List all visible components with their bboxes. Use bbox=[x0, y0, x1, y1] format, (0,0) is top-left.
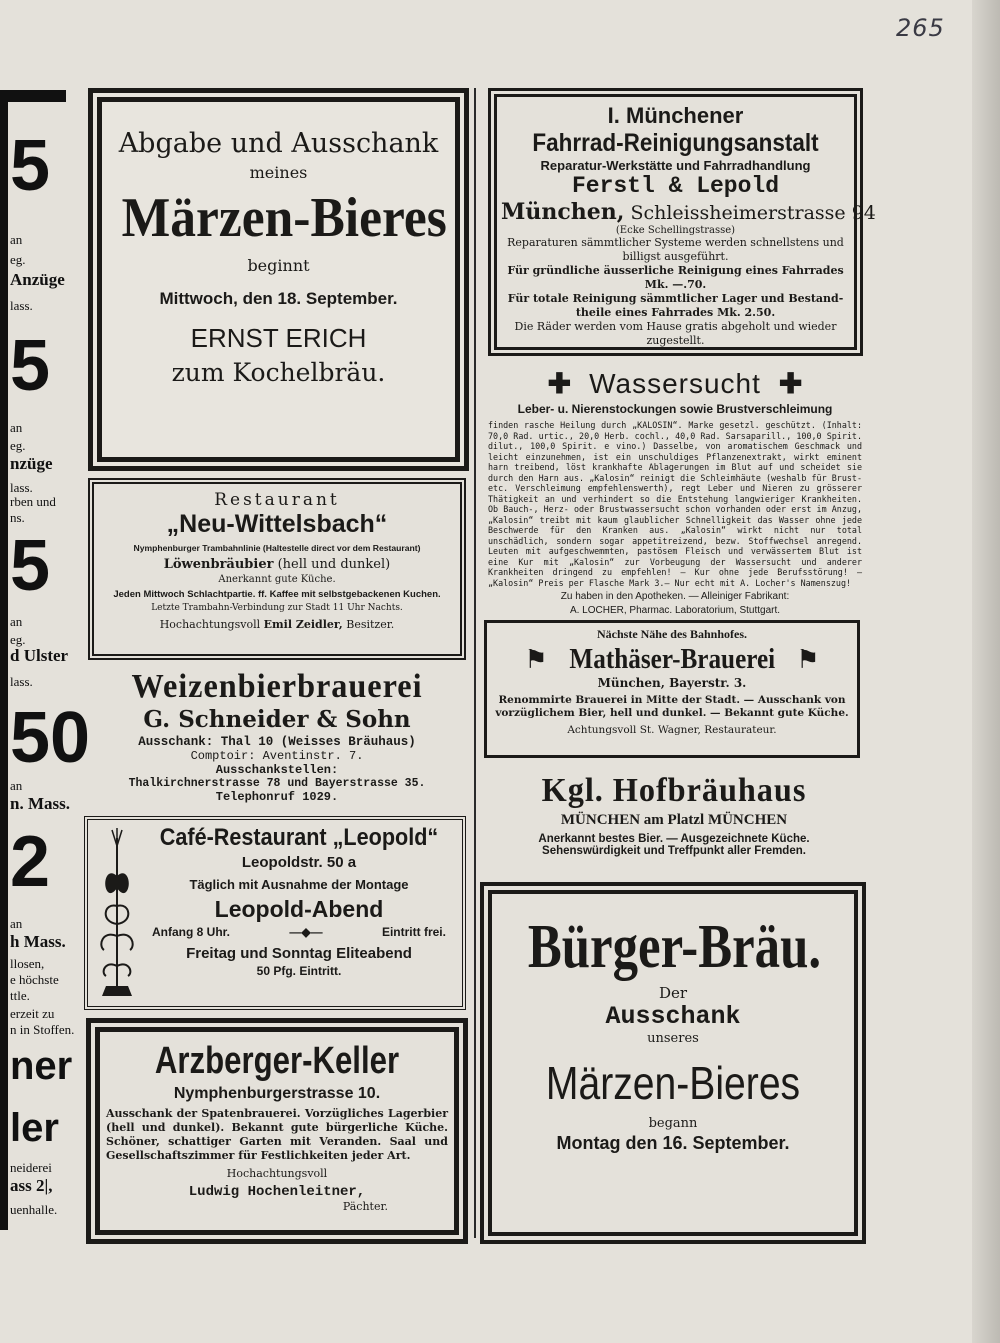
ad-beer-note: (hell und dunkel) bbox=[277, 557, 391, 572]
ad-address: Leopoldstr. 50 a bbox=[241, 854, 357, 871]
ad-address bbox=[501, 199, 876, 225]
ad-text: Freitag und Sonntag Eliteabend bbox=[186, 945, 412, 962]
fragment: e höchste bbox=[10, 972, 59, 987]
ad-date: Mittwoch, den 18. September. bbox=[159, 289, 398, 308]
ad-beer: Löwenbräubier bbox=[163, 557, 274, 572]
ad-text: unseres bbox=[647, 1031, 699, 1046]
fragment: d Ulster bbox=[10, 646, 69, 665]
ad-title: Weizenbierbrauerei bbox=[131, 668, 423, 705]
ad-weizenbierbrauerei bbox=[88, 664, 466, 814]
ad-times-row bbox=[140, 925, 458, 939]
fragment: lass. bbox=[10, 298, 33, 313]
fragment: ner bbox=[10, 1044, 73, 1088]
fragment: lass. bbox=[10, 480, 33, 495]
diamond-divider-icon: —◆— bbox=[289, 925, 323, 939]
fragment: neiderei bbox=[10, 1160, 52, 1175]
ad-text: Anerkannt gute Küche. bbox=[218, 574, 336, 585]
ad-beer-name: Märzen-Bieres bbox=[545, 1057, 801, 1109]
ad-text: Letzte Trambahn-Verbindung zur Stadt 11 Uhr Nachts. bbox=[151, 603, 403, 613]
fragment: ttle. bbox=[10, 988, 30, 1003]
ad-title: „Neu-Wittelsbach“ bbox=[166, 510, 388, 538]
ad-city: München, bbox=[501, 199, 625, 225]
ad-subtitle: Reparatur-Werkstätte und Fahrradhandlung bbox=[540, 158, 811, 173]
ad-address: Nymphenburgerstrasse 10. bbox=[173, 1085, 381, 1102]
left-margin-fragments bbox=[0, 90, 91, 1230]
fragment: 5 bbox=[10, 126, 51, 206]
ad-wassersucht bbox=[486, 367, 864, 616]
ad-text: Für gründliche äusserliche Reinigung eines Fahrrades bbox=[507, 264, 844, 277]
ad-proprietor: ERNST ERICH bbox=[190, 323, 367, 353]
fragment: ns. bbox=[10, 510, 25, 525]
ad-text: Täglich mit Ausnahme der Montage bbox=[189, 877, 409, 892]
ad-text: meines bbox=[249, 163, 308, 182]
ad-body-text: finden rasche Heilung durch „KALOSIN“. Marke gesetzl. geschützt. (Inhalt: 70,0 Rad. urtic., 20,0 Herb. cochl., 40,0 Rad. Sarsaparill., 100,0 Spirit. dilut., 100,0 Spirit. e vino.) Dasselbe, von aromatischem Geschmack und leicht einzunehmen, ist ein unschuldiges Pflanzenextrakt, wirkt eminent harn treibend, löst krankhafte Ablagerungen im Blut auf und scheidet sie durch den Harn aus. „Kalosin“ reinigt die Schleimhäute (weshalb für Brust- etc. Verschleimung empfehlenswerth), regt Leber und Nieren zu grösserer Thätigkeit an und verhindert so die Entstehung langwieriger Krankheiten. Ob Bauch-, Herz- oder Brustwassersucht schon vorhanden oder erst im Anzug, „Kalosin“ treibt mit kaum glaublicher Schnelligkeit das Wasser ohne jede Beschwerde für den Kranken aus. „Kalosin“ wirkt nicht nur total unschädlich, sondern sogar appetitreizend, bezw. Stoffwechsel anregend. Leuten mit aufgeschwemmten, pastösem Fleisch und verwässertem Blut ist eine Kur mit „Kalosin“ zur Vorbeugung der Wassersucht und anderer Krankheiten dringend zu empfehlen! — Kur ohne jede Berufsstörung! — „Kalosin“ Preis per Flasche Mark 3.— Nur echt mit A. Locher's Namenszug! bbox=[488, 420, 862, 588]
ad-heading: Ausschank bbox=[605, 1002, 741, 1031]
ad-text: Zu haben in den Apotheken. — Alleiniger Fabrikant: bbox=[560, 591, 790, 602]
fragment: h Mass. bbox=[10, 932, 66, 951]
fragment: 2 bbox=[10, 822, 51, 902]
ad-text: Reparaturen sämmtlicher Systeme werden schnellstens und bbox=[507, 236, 844, 249]
ad-text: Sehenswürdigkeit und Treffpunkt aller Fremden. bbox=[542, 845, 806, 857]
ad-title: Fahrrad-Reinigungsanstalt bbox=[532, 129, 819, 157]
ad-heading: Abgabe und Ausschank bbox=[118, 128, 439, 159]
ad-admission: Eintritt frei. bbox=[381, 925, 446, 939]
ad-address: München, Bayerstr. 3. bbox=[597, 676, 747, 690]
ad-text: Thalkirchnerstrasse 78 und Bayerstrasse 35. bbox=[128, 777, 426, 790]
ad-body-text: Ausschank der Spatenbrauerei. Vorzügliches Lagerbier (hell und dunkel). Bekannt gute bürgerliche Küche. Schöner, schattiger Garten mit Veranden. Saal und Gesellschaftszimmer für Festlichkeiten jeder Art. bbox=[106, 1107, 448, 1162]
fragment: an bbox=[10, 614, 23, 629]
fragment: n in Stoffen. bbox=[10, 1022, 75, 1037]
fragment: eg. bbox=[10, 438, 26, 453]
ad-owner: Ludwig Hochenleitner, bbox=[188, 1184, 366, 1200]
ad-text: Ausschankstellen: bbox=[215, 763, 339, 777]
flag-icon: ⚑ bbox=[524, 645, 548, 675]
ad-text: Die Räder werden vom Hause gratis abgeholt und wieder bbox=[514, 320, 837, 333]
ad-text bbox=[98, 557, 456, 572]
fragment: an bbox=[10, 916, 23, 931]
ad-title: Café-Restaurant „Leopold“ bbox=[159, 824, 439, 851]
ad-text: (Ecke Schellingstrasse) bbox=[615, 225, 736, 236]
ad-text: Jeden Mittwoch Schlachtpartie. ff. Kaffee mit selbstgebackenen Kuchen. bbox=[113, 589, 441, 600]
ad-price: Mk. —.70. bbox=[644, 278, 707, 291]
fragment: 50 bbox=[10, 698, 91, 778]
ad-hofbraeuhaus bbox=[482, 770, 866, 874]
ad-content bbox=[140, 824, 458, 978]
ad-body-text: Renommirte Brauerei in Mitte der Stadt. — Ausschank von vorzüglichem Bier, hell und dunkel. — Bekannt gute Küche. bbox=[495, 694, 849, 719]
ad-text: zugestellt. bbox=[646, 334, 705, 347]
ad-heading: Restaurant bbox=[214, 490, 340, 510]
ad-company: Ferstl & Lepold bbox=[571, 173, 780, 199]
ad-phone: Telephonruf 1029. bbox=[215, 790, 339, 804]
fragment: llosen, bbox=[10, 956, 45, 971]
ad-street: Schleissheimerstrasse 94 bbox=[630, 202, 876, 224]
ad-text: Hochachtungsvoll bbox=[159, 618, 261, 631]
ad-text: Anerkannt bestes Bier. — Ausgezeichnete Küche. bbox=[538, 833, 810, 845]
ad-title-row bbox=[488, 368, 862, 400]
fragment: an bbox=[10, 420, 23, 435]
ad-text: Pächter. bbox=[342, 1200, 388, 1213]
ad-text: Besitzer. bbox=[346, 618, 395, 631]
ad-start-time: Anfang 8 Uhr. bbox=[152, 925, 231, 939]
ad-text: beginnt bbox=[247, 256, 310, 275]
fragment: lass. bbox=[10, 674, 33, 689]
page-edge-shadow bbox=[972, 0, 1000, 1343]
ad-text: Nymphenburger Trambahnlinie (Haltestelle direct vor dem Restaurant) bbox=[133, 543, 421, 553]
ad-text: Für totale Reinigung sämmtlicher Lager und Bestand- bbox=[507, 292, 844, 305]
ad-event: Leopold-Abend bbox=[214, 896, 384, 922]
fragment: Anzüge bbox=[10, 270, 65, 289]
ad-company: G. Schneider & Sohn bbox=[143, 706, 411, 733]
cross-icon: ✚ bbox=[547, 367, 572, 400]
ad-title: Wassersucht bbox=[589, 368, 761, 399]
ad-price: 50 Pfg. Eintritt. bbox=[256, 964, 342, 978]
ad-subtitle: Leber- u. Nierenstockungen sowie Brustverschleimung bbox=[517, 402, 833, 416]
fragment: rben und bbox=[10, 494, 56, 509]
cross-icon: ✚ bbox=[778, 367, 803, 400]
ad-text: Der bbox=[658, 984, 688, 1002]
ad-manufacturer: A. LOCHER, Pharmac. Laboratorium, Stuttgart. bbox=[569, 605, 781, 616]
lily-ornament-icon bbox=[94, 826, 140, 1002]
fragment: ass 2|, bbox=[10, 1176, 53, 1195]
left-edge-rule bbox=[0, 90, 8, 1230]
fragment: n. Mass. bbox=[10, 794, 70, 813]
ad-text: Ausschank: Thal 10 (Weisses Bräuhaus) bbox=[138, 735, 416, 749]
ad-cafe-leopold bbox=[84, 816, 466, 1010]
fragment: ler bbox=[10, 1106, 59, 1150]
ad-text: billigst ausgeführt. bbox=[622, 250, 729, 263]
ad-price: theile eines Fahrrades Mk. 2.50. bbox=[575, 306, 776, 319]
ad-date: Montag den 16. September. bbox=[556, 1133, 790, 1153]
flag-icon: ⚑ bbox=[796, 645, 820, 675]
ad-signature: Achtungsvoll St. Wagner, Restaurateur. bbox=[567, 724, 777, 736]
column-divider bbox=[474, 88, 476, 1238]
ad-arzberger-keller bbox=[86, 1018, 468, 1244]
ad-mathaeser-brauerei bbox=[484, 620, 860, 758]
ad-text: Comptoir: Aventinstr. 7. bbox=[190, 749, 364, 763]
ad-buerger-braeu bbox=[480, 882, 866, 1244]
ad-owner: Emil Zeidler, bbox=[263, 618, 343, 631]
ad-signature bbox=[98, 618, 456, 631]
page-number: 265 bbox=[896, 14, 945, 42]
fragment: eg. bbox=[10, 632, 26, 647]
fragment: an bbox=[10, 232, 23, 247]
ad-heading: I. Münchener bbox=[607, 103, 744, 128]
fragment: 5 bbox=[10, 326, 51, 406]
fragment: uenhalle. bbox=[10, 1202, 58, 1217]
fragment: 5 bbox=[10, 526, 51, 606]
left-top-rule bbox=[0, 90, 66, 102]
ad-fahrrad-reinigung bbox=[488, 88, 876, 356]
ad-text: begann bbox=[648, 1116, 698, 1131]
ad-title: Arzberger-Keller bbox=[154, 1040, 400, 1082]
ad-title: Märzen-Bieres bbox=[121, 187, 447, 249]
ad-neu-wittelsbach bbox=[88, 478, 466, 660]
ad-title: Kgl. Hofbräuhaus bbox=[541, 772, 807, 809]
ad-title: Mathäser-Brauerei bbox=[569, 644, 775, 675]
ad-text: Hochachtungsvoll bbox=[226, 1167, 328, 1180]
ad-heading: Nächste Nähe des Bahnhofes. bbox=[596, 627, 747, 641]
ad-address: MÜNCHEN am Platzl MÜNCHEN bbox=[560, 812, 788, 828]
ad-kochelbraeu bbox=[88, 88, 469, 471]
ad-title: Bürger-Bräu. bbox=[527, 913, 822, 981]
ad-venue: zum Kochelbräu. bbox=[171, 358, 386, 387]
fragment: eg. bbox=[10, 252, 26, 267]
fragment: erzeit zu bbox=[10, 1006, 55, 1021]
fragment: an bbox=[10, 778, 23, 793]
fragment: nzüge bbox=[10, 454, 53, 473]
ad-title-row bbox=[491, 644, 853, 676]
